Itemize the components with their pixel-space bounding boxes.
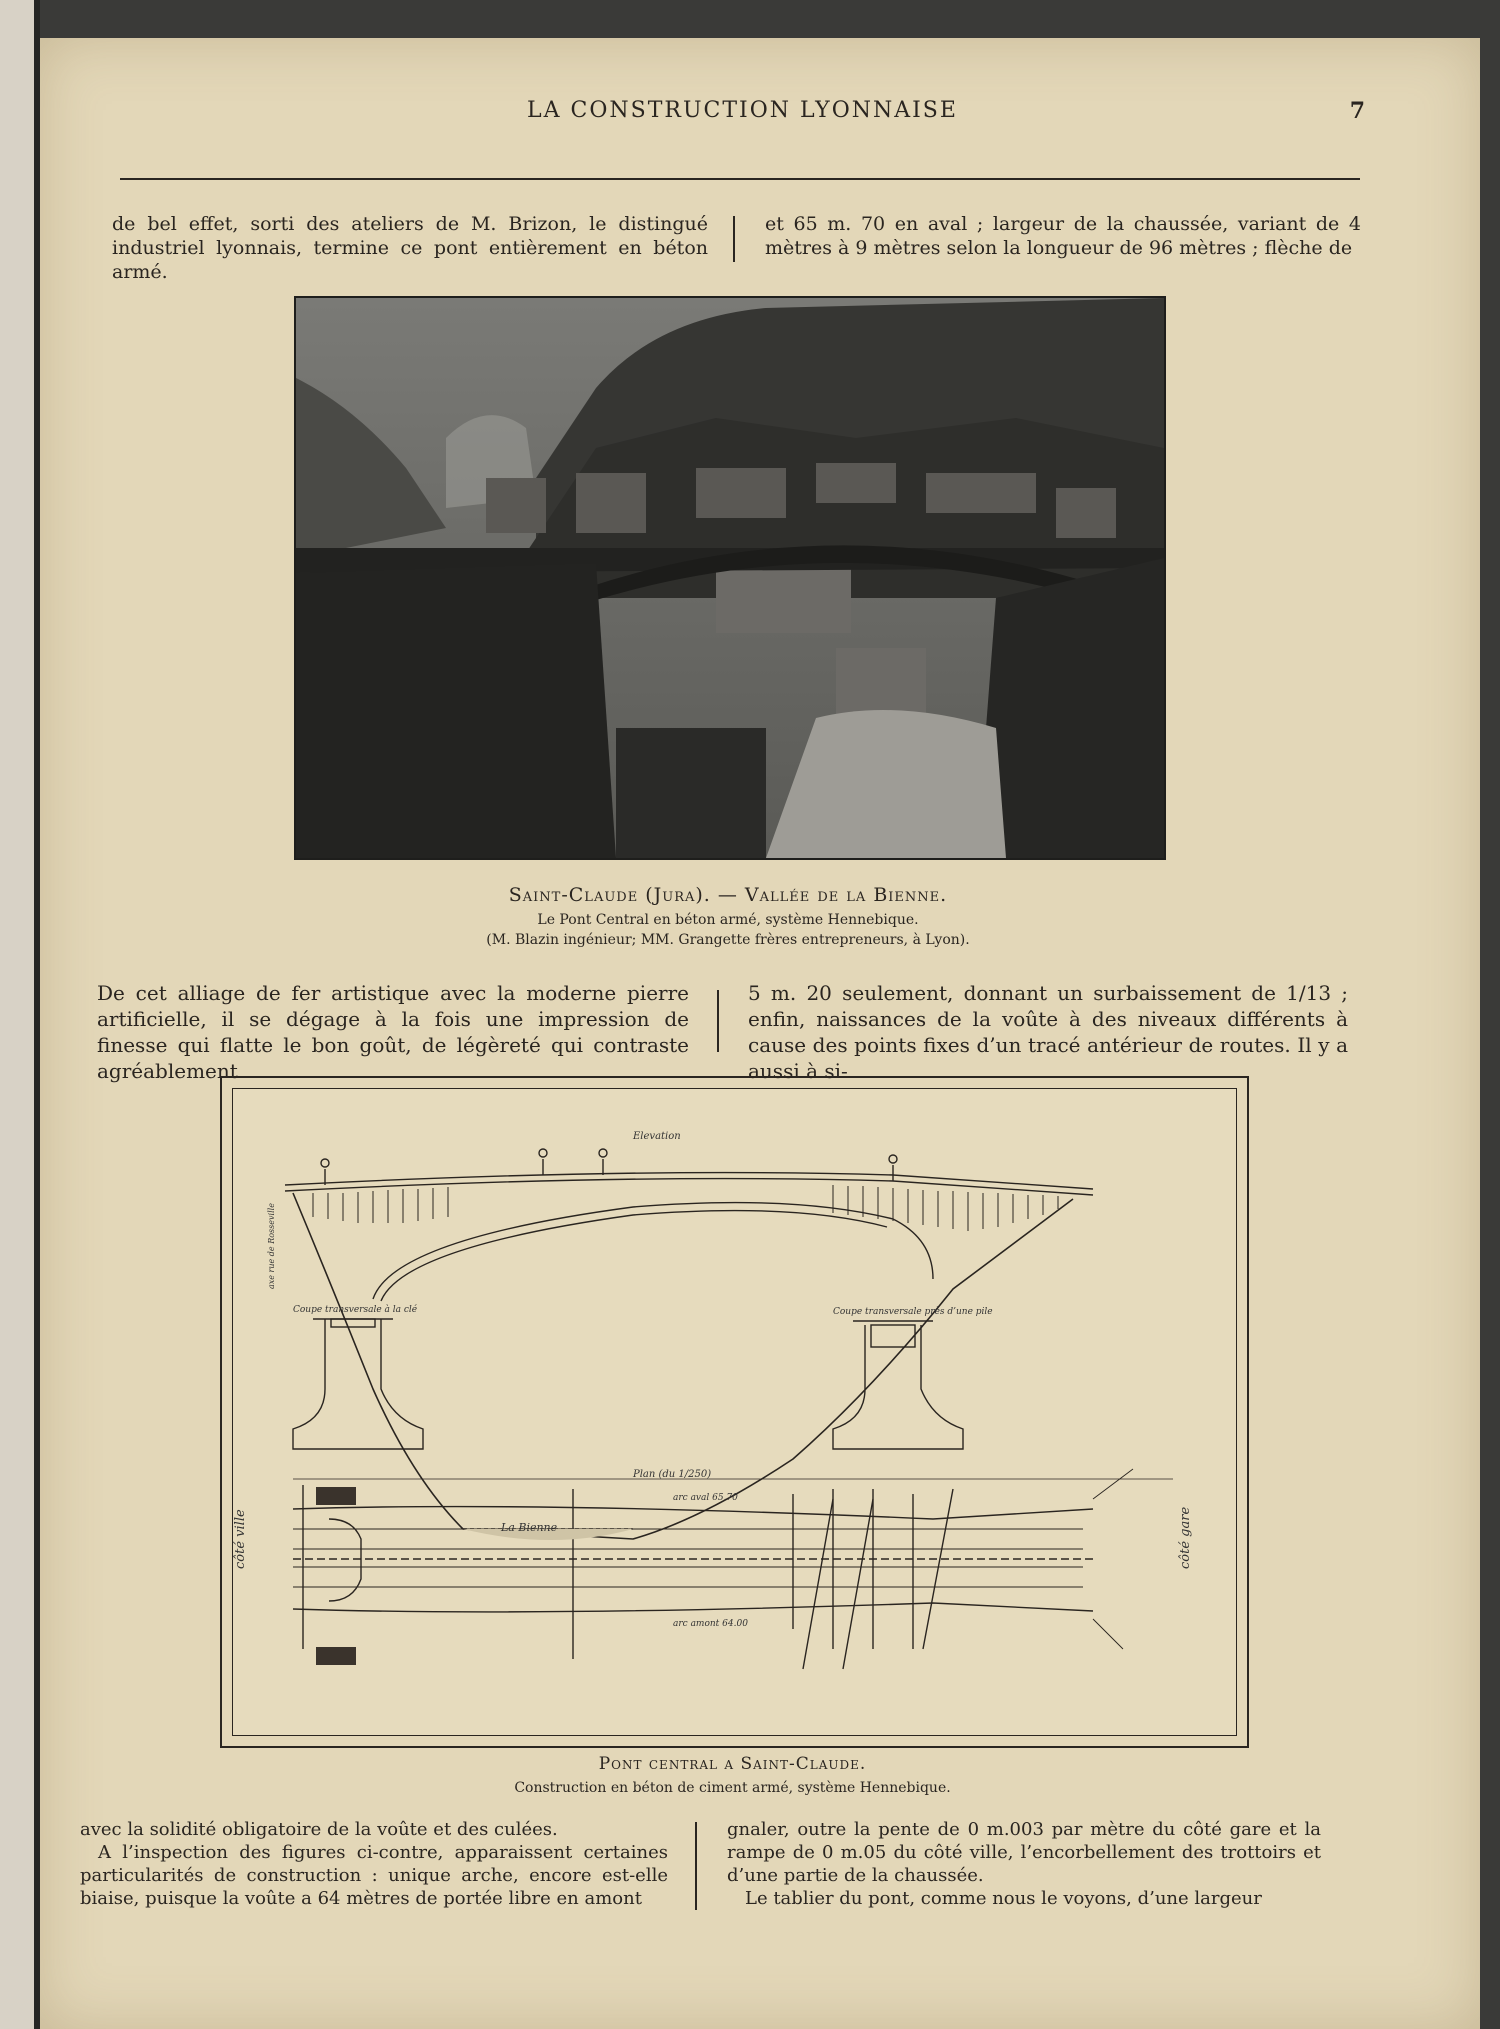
drawing-caption-subtitle — [220, 1780, 1245, 1796]
bridge-drawing — [220, 1076, 1249, 1748]
cote-gare-label: côté gare — [1178, 1506, 1193, 1569]
cote-ville-label: côté ville — [233, 1509, 248, 1569]
column-separator — [733, 216, 735, 262]
bottom-right-column — [727, 1818, 1321, 1910]
top-right-text: et 65 m. 70 en aval ; largeur de la chaussée, variant de 4 mètres à 9 mètres selon la longueur de 96 mètres ; flèche de — [765, 213, 1361, 259]
drawing-caption-line1: Pont central a Saint-Claude. — [598, 1754, 867, 1774]
photo-caption-line1: Saint-Claude (Jura). — Vallée de la Bienne. — [508, 884, 948, 906]
top-left-text: de bel effet, sorti des ateliers de M. Brizon, le distingué industriel lyonnais, termine ce pont entièrement en béton armé. — [112, 213, 708, 283]
drawing-frame — [232, 1088, 1237, 1736]
page-number: 7 — [1349, 98, 1365, 124]
drawing-caption-title — [220, 1754, 1245, 1774]
plan-label: Plan (du 1/250) — [633, 1469, 712, 1480]
photo-caption-line2: Le Pont Central en béton armé, système Hennebique. — [537, 912, 919, 928]
middle-left-paragraph — [97, 980, 689, 1084]
arc-amont-label: arc amont 64.00 — [673, 1619, 748, 1629]
journal-title: LA CONSTRUCTION LYONNAISE — [527, 98, 958, 123]
middle-right-paragraph — [748, 980, 1348, 1084]
bottom-left-paragraph-1: avec la solidité obligatoire de la voûte et des culées. — [80, 1819, 558, 1840]
river-label: La Bienne — [501, 1521, 558, 1534]
column-separator — [695, 1822, 697, 1910]
elevation-label: Elevation — [633, 1131, 681, 1142]
drawing-caption-line2: Construction en béton de ciment armé, système Hennebique. — [514, 1780, 951, 1796]
section-right-label: Coupe transversale près d’une pile — [833, 1307, 993, 1317]
bottom-left-column — [80, 1818, 668, 1910]
bottom-left-paragraph-2: A l’inspection des figures ci-contre, apparaissent certaines particularités de construction : unique arche, encore est-elle biaise, puisque la voûte a 64 mètres de portée libre en amont — [80, 1842, 668, 1909]
rue-label: axe rue de Rosseville — [267, 1203, 276, 1289]
header-rule — [120, 178, 1360, 180]
bottom-right-paragraph-2: Le tablier du pont, comme nous le voyons, d’une largeur — [745, 1888, 1262, 1909]
middle-right-text: 5 m. 20 seulement, donnant un surbaissement de 1/13 ; enfin, naissances de la voûte à des niveaux différents à cause des points fixes d’un tracé antérieur de routes. Il y a aussi à si- — [748, 981, 1348, 1083]
photo-caption-subtitle — [294, 912, 1162, 928]
column-separator — [717, 990, 719, 1052]
book-spine — [0, 0, 40, 2029]
top-right-paragraph — [765, 212, 1361, 260]
running-header — [120, 98, 1365, 128]
top-left-paragraph — [112, 212, 708, 284]
section-left-label: Coupe transversale à la clé — [293, 1305, 418, 1315]
middle-left-text: De cet alliage de fer artistique avec la moderne pierre artificielle, il se dégage à la fois une impression de finesse qui flatte le bon goût, de légèreté qui contraste agréablement — [97, 981, 689, 1083]
photograph-saint-claude — [294, 296, 1166, 860]
arc-aval-label: arc aval 65.70 — [673, 1493, 738, 1503]
photo-caption-line3: (M. Blazin ingénieur; MM. Grangette frères entrepreneurs, à Lyon). — [486, 932, 970, 948]
bottom-right-paragraph-1: gnaler, outre la pente de 0 m.003 par mètre du côté gare et la rampe de 0 m.05 du côté ville, l’encorbellement des trottoirs et d’une partie de la chaussée. — [727, 1819, 1321, 1886]
photo-caption-credits — [294, 932, 1162, 948]
photo-caption-title — [294, 884, 1162, 906]
